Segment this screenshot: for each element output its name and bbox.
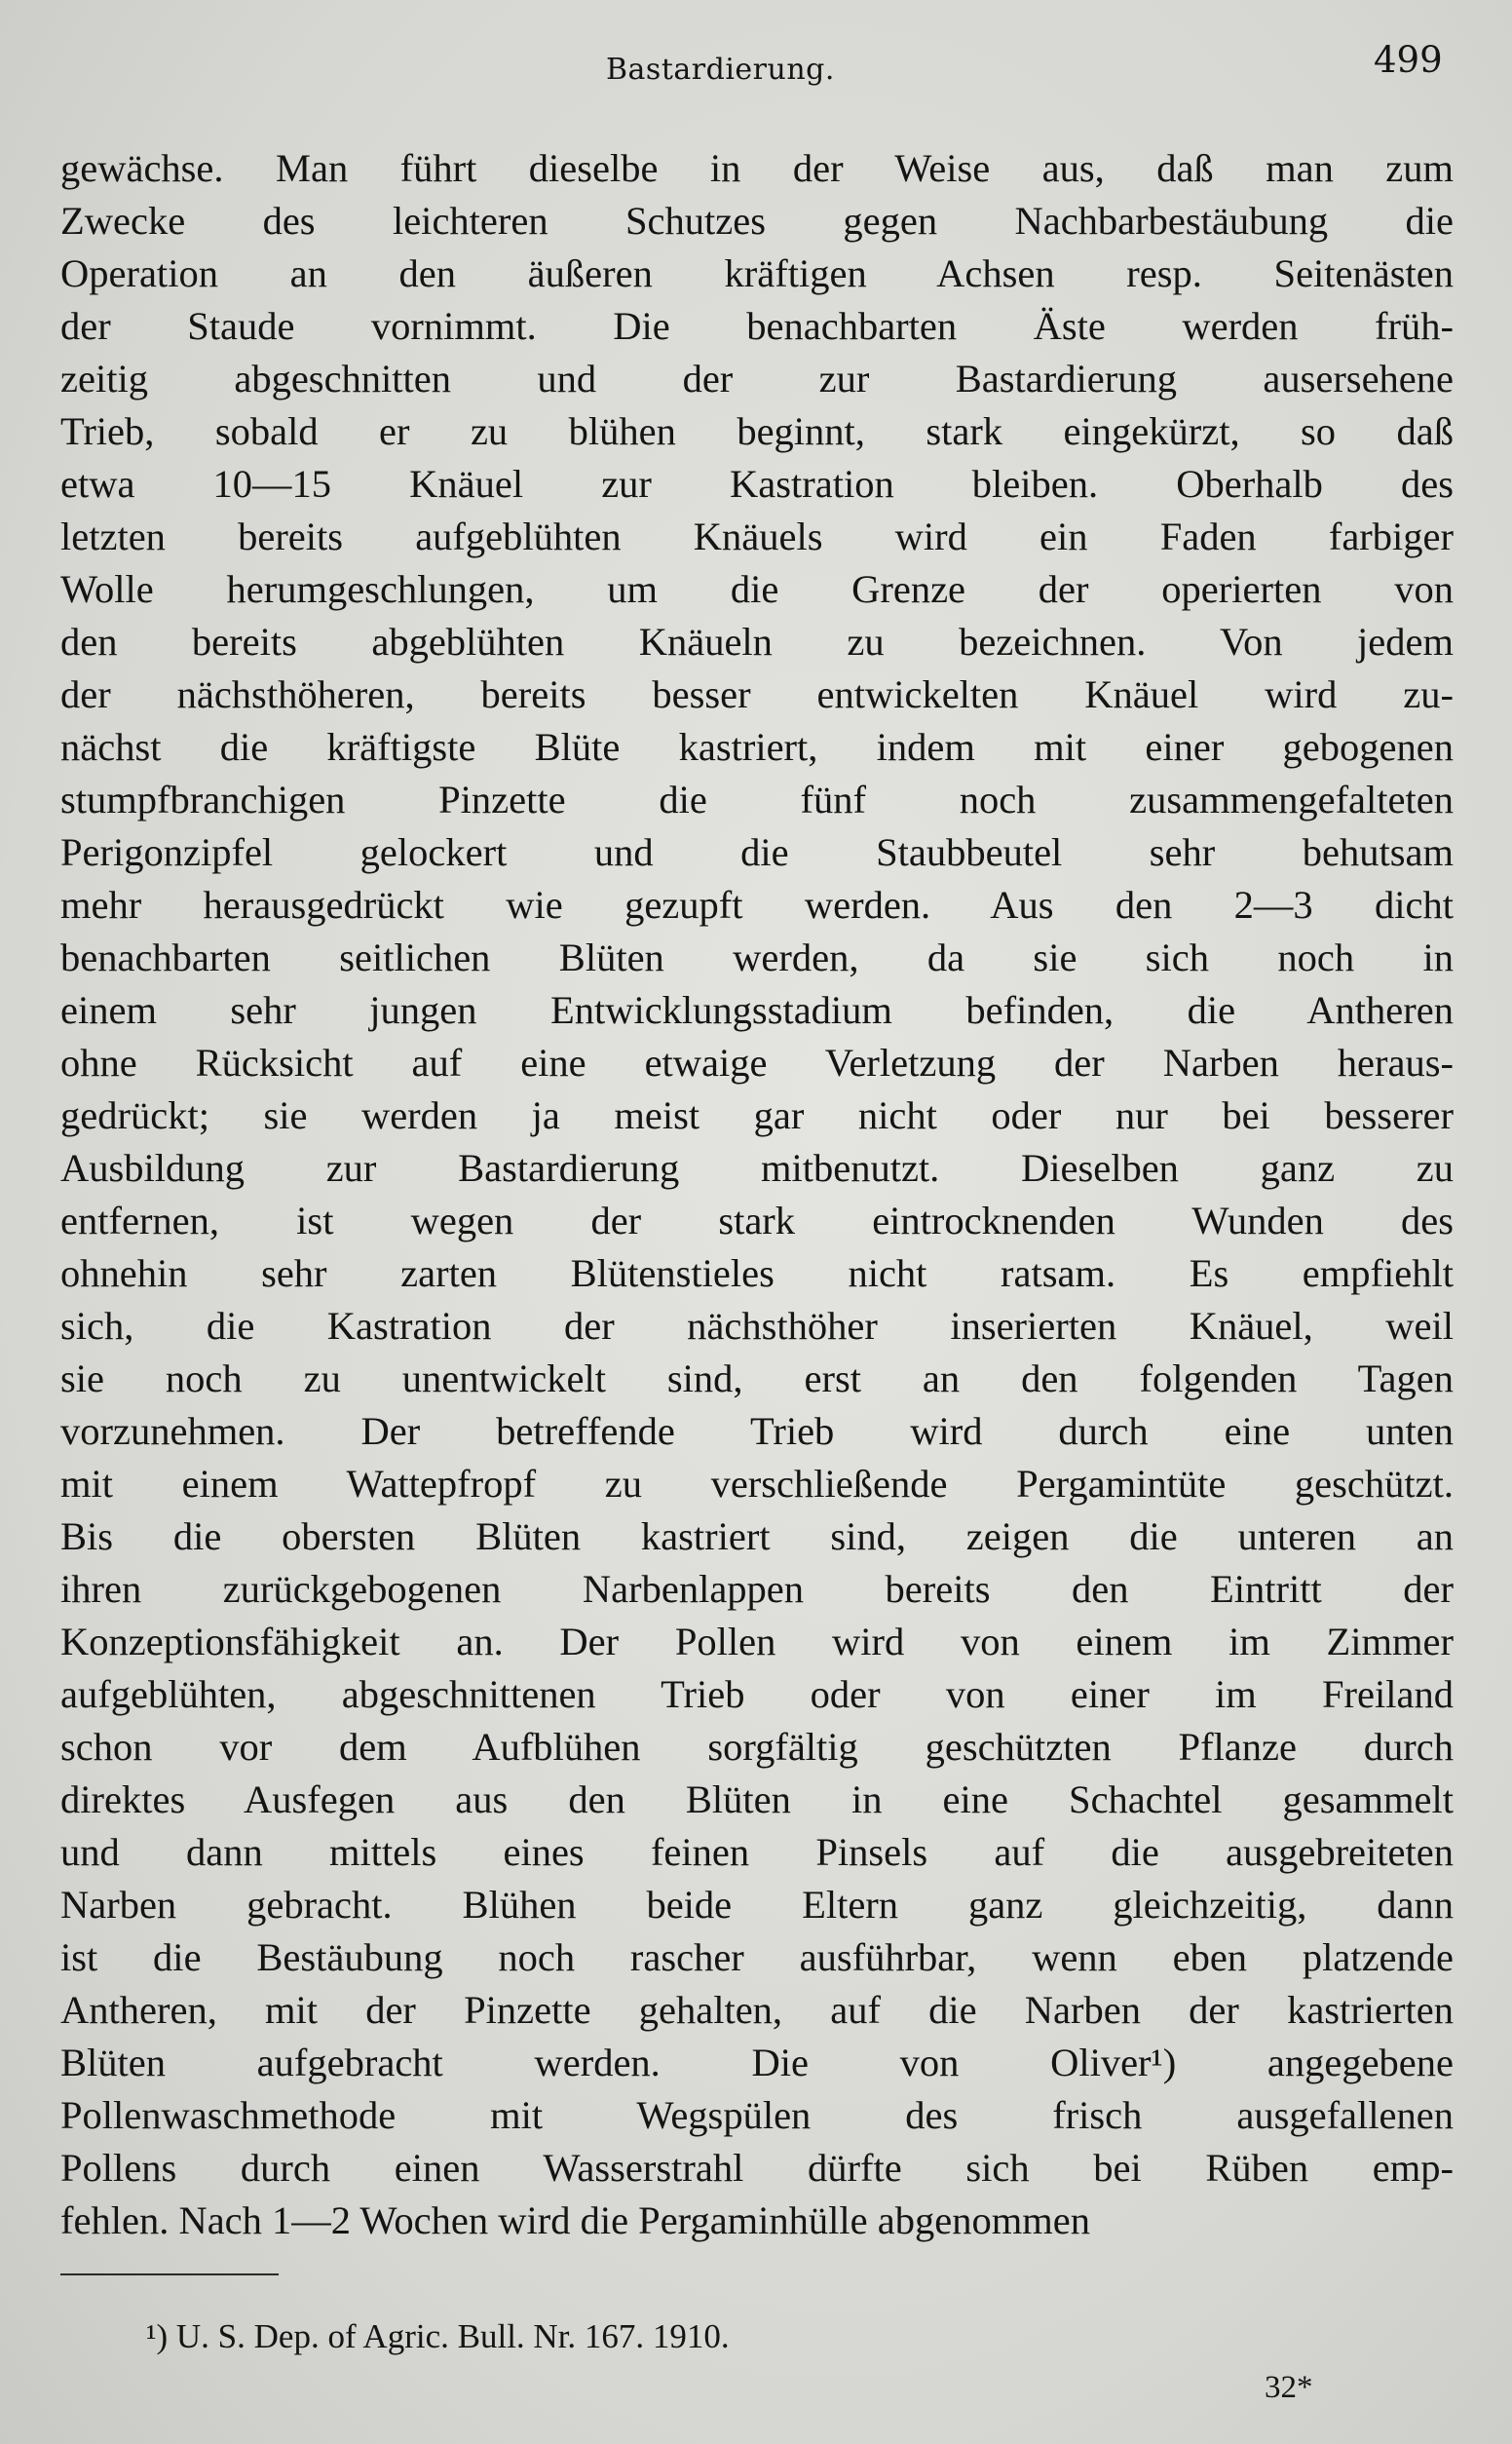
text-line: fehlen. Nach 1—2 Wochen wird die Pergaminhülle abgenommen xyxy=(60,2198,1090,2242)
text-line: schon vor dem Aufblühen sorgfältig geschützten Pflanze durch xyxy=(60,1725,1454,1769)
text-line: benachbarten seitlichen Blüten werden, da sie sich noch in xyxy=(60,936,1454,979)
footnote-marker: ¹) xyxy=(146,2317,169,2355)
text-line: stumpfbranchigen Pinzette die fünf noch zusammengefalteten xyxy=(60,778,1454,821)
text-line: den bereits abgeblühten Knäueln zu bezeichnen. Von jedem xyxy=(60,620,1454,664)
footnote-text: U. S. Dep. of Agric. Bull. Nr. 167. 1910. xyxy=(175,2317,730,2355)
text-line: gedrückt; sie werden ja meist gar nicht oder nur bei besserer xyxy=(60,1093,1454,1137)
text-line: mit einem Wattepfropf zu verschließende Pergamintüte geschützt. xyxy=(60,1462,1454,1506)
text-line: Operation an den äußeren kräftigen Achsen resp. Seitenästen xyxy=(60,251,1454,295)
text-line: nächst die kräftigste Blüte kastriert, indem mit einer gebogenen xyxy=(60,725,1454,769)
page-number: 499 xyxy=(1374,39,1443,81)
text-line: sich, die Kastration der nächsthöher inserierten Knäuel, weil xyxy=(60,1304,1454,1348)
footnote-rule xyxy=(60,2273,279,2275)
text-line: Trieb, sobald er zu blühen beginnt, stark eingekürzt, so daß xyxy=(60,409,1454,453)
running-head: Bastardierung. xyxy=(606,53,835,87)
text-line: zeitig abgeschnitten und der zur Bastardierung ausersehene xyxy=(60,357,1454,401)
text-line: Wolle herumgeschlungen, um die Grenze der operierten von xyxy=(60,567,1454,611)
footnote xyxy=(146,2317,730,2356)
signature-mark: 32* xyxy=(1265,2370,1313,2405)
text-line: direktes Ausfegen aus den Blüten in eine Schachtel gesammelt xyxy=(60,1777,1454,1821)
text-line: Bis die obersten Blüten kastriert sind, zeigen die unteren an xyxy=(60,1514,1454,1558)
text-line: und dann mittels eines feinen Pinsels auf die ausgebreiteten xyxy=(60,1830,1454,1874)
text-line: Zwecke des leichteren Schutzes gegen Nachbarbestäubung die xyxy=(60,199,1454,243)
text-line: vorzunehmen. Der betreffende Trieb wird durch eine unten xyxy=(60,1409,1454,1453)
text-line: Ausbildung zur Bastardierung mitbenutzt. Dieselben ganz zu xyxy=(60,1146,1454,1190)
text-line: Pollens durch einen Wasserstrahl dürfte sich bei Rüben emp- xyxy=(60,2146,1454,2190)
text-line: ohnehin sehr zarten Blütenstieles nicht ratsam. Es empfiehlt xyxy=(60,1251,1454,1295)
text-line: entfernen, ist wegen der stark eintrocknenden Wunden des xyxy=(60,1199,1454,1242)
text-line: Perigonzipfel gelockert und die Staubbeutel sehr behutsam xyxy=(60,830,1454,874)
text-line: einem sehr jungen Entwicklungsstadium befinden, die Antheren xyxy=(60,988,1454,1032)
text-line: aufgeblühten, abgeschnittenen Trieb oder von einer im Freiland xyxy=(60,1672,1454,1716)
text-line: mehr herausgedrückt wie gezupft werden. Aus den 2—3 dicht xyxy=(60,883,1454,927)
text-line: etwa 10—15 Knäuel zur Kastration bleiben. Oberhalb des xyxy=(60,462,1454,506)
text-line: Konzeptionsfähigkeit an. Der Pollen wird von einem im Zimmer xyxy=(60,1620,1454,1663)
text-line: der Staude vornimmt. Die benachbarten Äste werden früh- xyxy=(60,304,1454,348)
text-line: letzten bereits aufgeblühten Knäuels wird ein Faden farbiger xyxy=(60,515,1454,558)
text-line: Antheren, mit der Pinzette gehalten, auf die Narben der kastrierten xyxy=(60,1988,1454,2032)
text-line: ihren zurückgebogenen Narbenlappen bereits den Eintritt der xyxy=(60,1567,1454,1611)
text-line: Blüten aufgebracht werden. Die von Oliver¹) angegebene xyxy=(60,2041,1454,2084)
body-text xyxy=(60,142,1454,2247)
text-line: Pollenwaschmethode mit Wegspülen des frisch ausgefallenen xyxy=(60,2093,1454,2137)
text-line: gewächse. Man führt dieselbe in der Weise aus, daß man zum xyxy=(60,146,1454,190)
text-line: ohne Rücksicht auf eine etwaige Verletzung der Narben heraus- xyxy=(60,1041,1454,1085)
text-line: sie noch zu unentwickelt sind, erst an den folgenden Tagen xyxy=(60,1356,1454,1400)
text-line: der nächsthöheren, bereits besser entwickelten Knäuel wird zu- xyxy=(60,672,1454,716)
text-line: Narben gebracht. Blühen beide Eltern ganz gleichzeitig, dann xyxy=(60,1883,1454,1927)
text-line: ist die Bestäubung noch rascher ausführbar, wenn eben platzende xyxy=(60,1935,1454,1979)
